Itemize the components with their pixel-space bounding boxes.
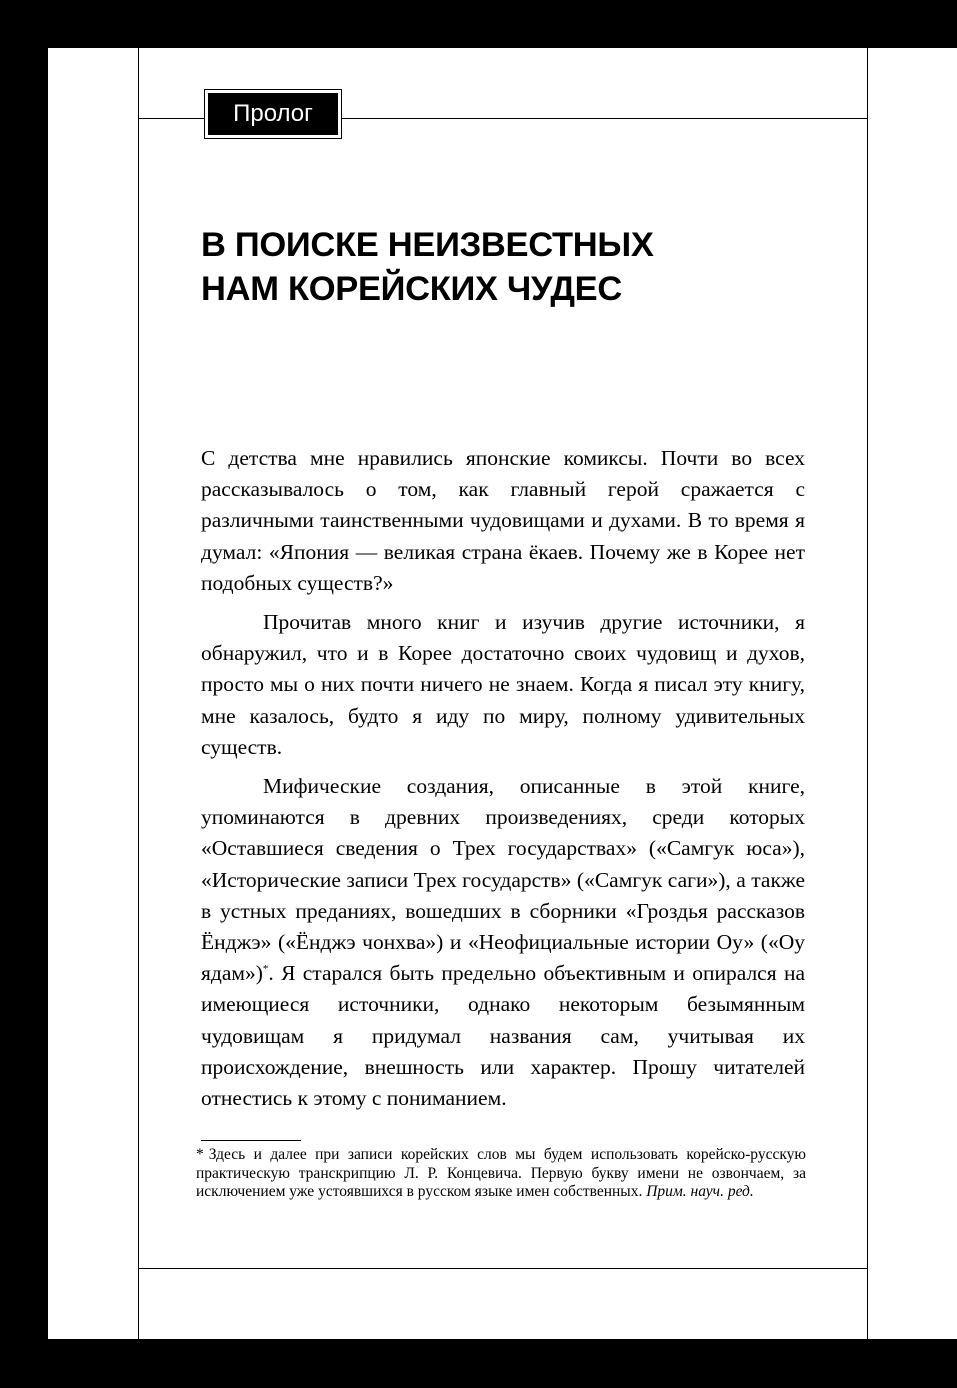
- paragraph-2: Прочитав много книг и изучив другие источники, я обнаружил, что и в Корее достаточно своих чудовищ и духов, просто мы о них почти ничего не знаем. Когда я писал эту книгу, мне казалось, будто я иду по миру, полному удивительных существ.: [201, 610, 805, 759]
- footnote: [196, 1146, 806, 1202]
- chapter-title-line-1: В ПОИСКЕ НЕИЗВЕСТНЫХ: [201, 226, 654, 264]
- body-text: [201, 443, 805, 1114]
- book-page: [48, 48, 957, 1339]
- header-rule-right: [342, 118, 867, 119]
- footnote-separator: [201, 1140, 301, 1141]
- section-label-box: [204, 89, 342, 139]
- footnote-editor-note: Прим. науч. ред.: [646, 1183, 754, 1200]
- paragraph-3: [201, 771, 805, 1114]
- footnote-text: Здесь и далее при записи корейских слов мы будем использовать корейско-русскую практическую транскрипцию Л. Р. Концевича. Первую букву имени не озвончаем, за исключением уже устоявшихся в русском языке имен собственных.: [196, 1146, 806, 1200]
- footnote-mark: *: [196, 1146, 204, 1163]
- header-rule-left: [138, 118, 204, 119]
- chapter-title-line-2: НАМ КОРЕЙСКИХ ЧУДЕС: [201, 270, 622, 308]
- left-margin-rule: [138, 48, 139, 1339]
- paragraph-1: С детства мне нравились японские комиксы. Почти во всех рассказывалось о том, как главный герой сражается с различными таинственными чудовищами и духами. В то время я думал: «Япония — великая страна ёкаев. Почему же в Корее нет подобных существ?»: [201, 446, 805, 595]
- right-margin-rule: [867, 48, 868, 1339]
- footer-rule: [138, 1268, 867, 1269]
- footnote-reference[interactable]: *: [262, 963, 269, 976]
- section-label: Пролог: [208, 93, 338, 135]
- chapter-title: [201, 223, 841, 311]
- paragraph-3-part-2: . Я старался быть предельно объективным и опирался на имеющиеся источники, однако некоторым безымянным чудовищам я придумал названия сам, учитывая их происхождение, внешность или характер. Прошу читателей отнестись к этому с пониманием.: [201, 961, 805, 1111]
- paragraph-3-part-1: Мифические создания, описанные в этой книге, упоминаются в древних произведениях, среди которых «Оставшиеся сведения о Трех государствах» («Самгук юса»), «Исторические записи Трех государств» («Самгук саги»), а также в устных преданиях, вошедших в сборники «Гроздья рассказов Ёнджэ» («Ёнджэ чонхва») и «Неофициальные истории Оу» («Оу ядам»): [201, 774, 805, 986]
